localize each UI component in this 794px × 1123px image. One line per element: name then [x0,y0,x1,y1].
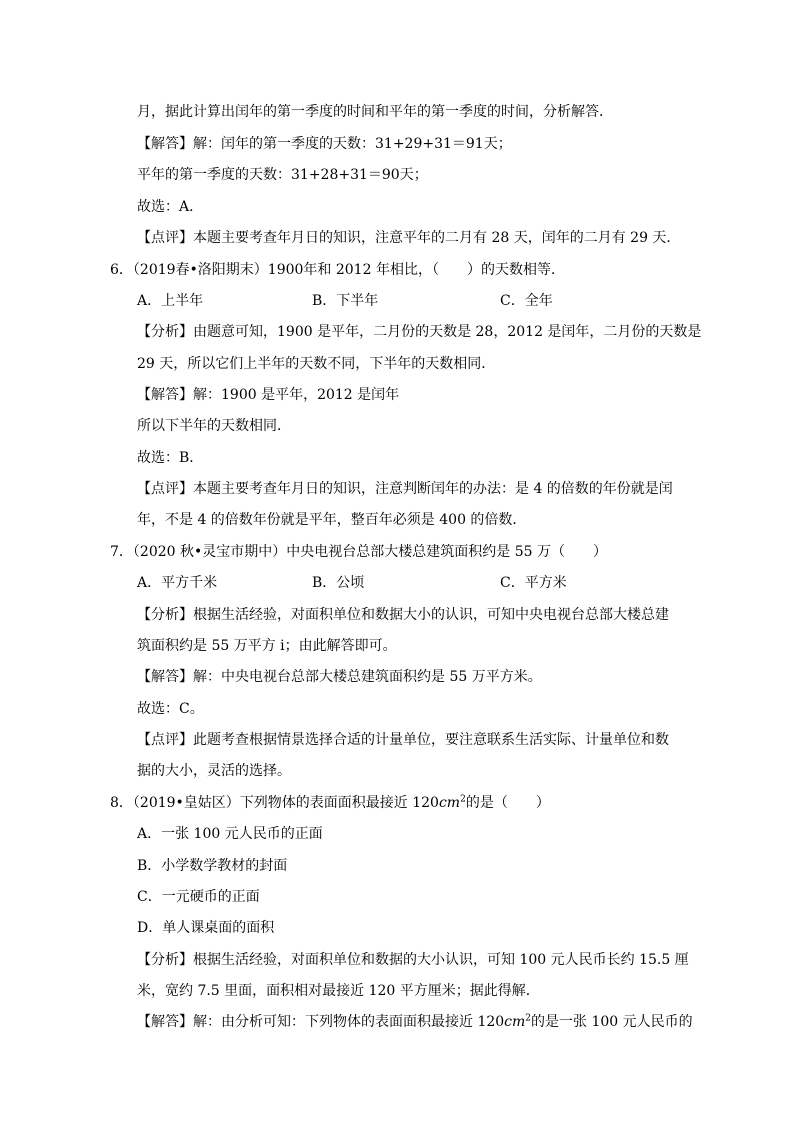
answer-line: 故选：A． [137,199,204,215]
question-8-tail: 的是（ ） [465,795,550,811]
unit-cm: cm [504,1014,526,1030]
option-c: C．平方米 [500,575,567,591]
option-c: C．全年 [500,293,553,309]
question-7-options [0,574,794,592]
analysis-line: 【分析】根据生活经验，对面积单位和数据的大小认识，可知 100 元人民币长约 15.5 厘 [137,952,689,968]
option-a: A．平方千米 [137,575,218,591]
unit-cm: cm [438,795,461,811]
option-b: B．小学数学教材的封面 [137,858,288,874]
text-line: 米，宽约 7.5 里面，面积相对最接近 120 平方厘米；据此得解． [137,983,540,999]
solution-line: 【解答】解：闰年的第一季度的天数：31+29+31＝91天； [137,136,512,152]
question-6-options [0,292,794,310]
option-d: D．单人课桌面的面积 [137,920,275,936]
text-line: 29 天，所以它们上半年的天数不同，下半年的天数相同． [137,356,496,372]
option-c: C．一元硬币的正面 [137,889,260,905]
comment-line: 【点评】本题主要考查年月日的知识，注意判断闰年的办法：是 4 的倍数的年份就是闰 [137,481,673,497]
solution-line: 【解答】解：中央电视台总部大楼总建筑面积约是 55 万平方米。 [137,669,542,685]
question-8 [110,794,550,812]
text-line: 平年的第一季度的天数：31+28+31＝90天； [137,167,428,183]
solution-text: 【解答】解：由分析可知：下列物体的表面面积最接近 120 [137,1014,505,1030]
text-line: 月，据此计算出闰年的第一季度的时间和平年的第一季度的时间，分析解答． [137,104,613,120]
solution-tail: 的是一张 100 元人民币的 [531,1014,693,1030]
analysis-line: 【分析】根据生活经验，对面积单位和数据大小的认识，可知中央电视台总部大楼总建 [137,607,669,623]
answer-line: 故选：B． [137,450,204,466]
text-line: 筑面积约是 55 万平方 i；由此解答即可。 [137,638,397,654]
option-a: A．上半年 [137,293,204,309]
solution-line [137,1013,693,1031]
option-a: A．一张 100 元人民币的正面 [137,826,323,842]
option-b: B．下半年 [312,293,379,309]
solution-line: 【解答】解：1900 是平年，2012 是闰年 [137,387,400,403]
comment-line: 【点评】此题考查根据情景选择合适的计量单位，要注意联系生活实际、计量单位和数 [137,732,669,748]
text-line: 据的大小，灵活的选择。 [137,763,291,779]
question-8-text: 8．（2019•皇姑区）下列物体的表面面积最接近 120 [110,795,439,811]
question-6: 6．（2019春•洛阳期末）1900年和 2012 年相比，（ ）的天数相等． [110,262,565,278]
answer-line: 故选：C。 [137,701,204,717]
question-7: 7．（2020 秋•灵宝市期中）中央电视台总部大楼总建筑面积约是 55 万（ ） [110,544,607,560]
comment-line: 【点评】本题主要考查年月日的知识，注意平年的二月有 28 天，闰年的二月有 29 天． [137,230,681,246]
text-line: 所以下半年的天数相同． [137,418,291,434]
option-b: B．公顷 [312,575,365,591]
unit-exponent: 2 [525,1013,532,1024]
unit-exponent: 2 [460,794,466,805]
analysis-line: 【分析】由题意可知，1900 是平年，二月份的天数是 28，2012 是闰年，二月份的天数是 [137,324,702,340]
text-line: 年，不是 4 的倍数年份就是平年，整百年必须是 400 的倍数． [137,512,527,528]
